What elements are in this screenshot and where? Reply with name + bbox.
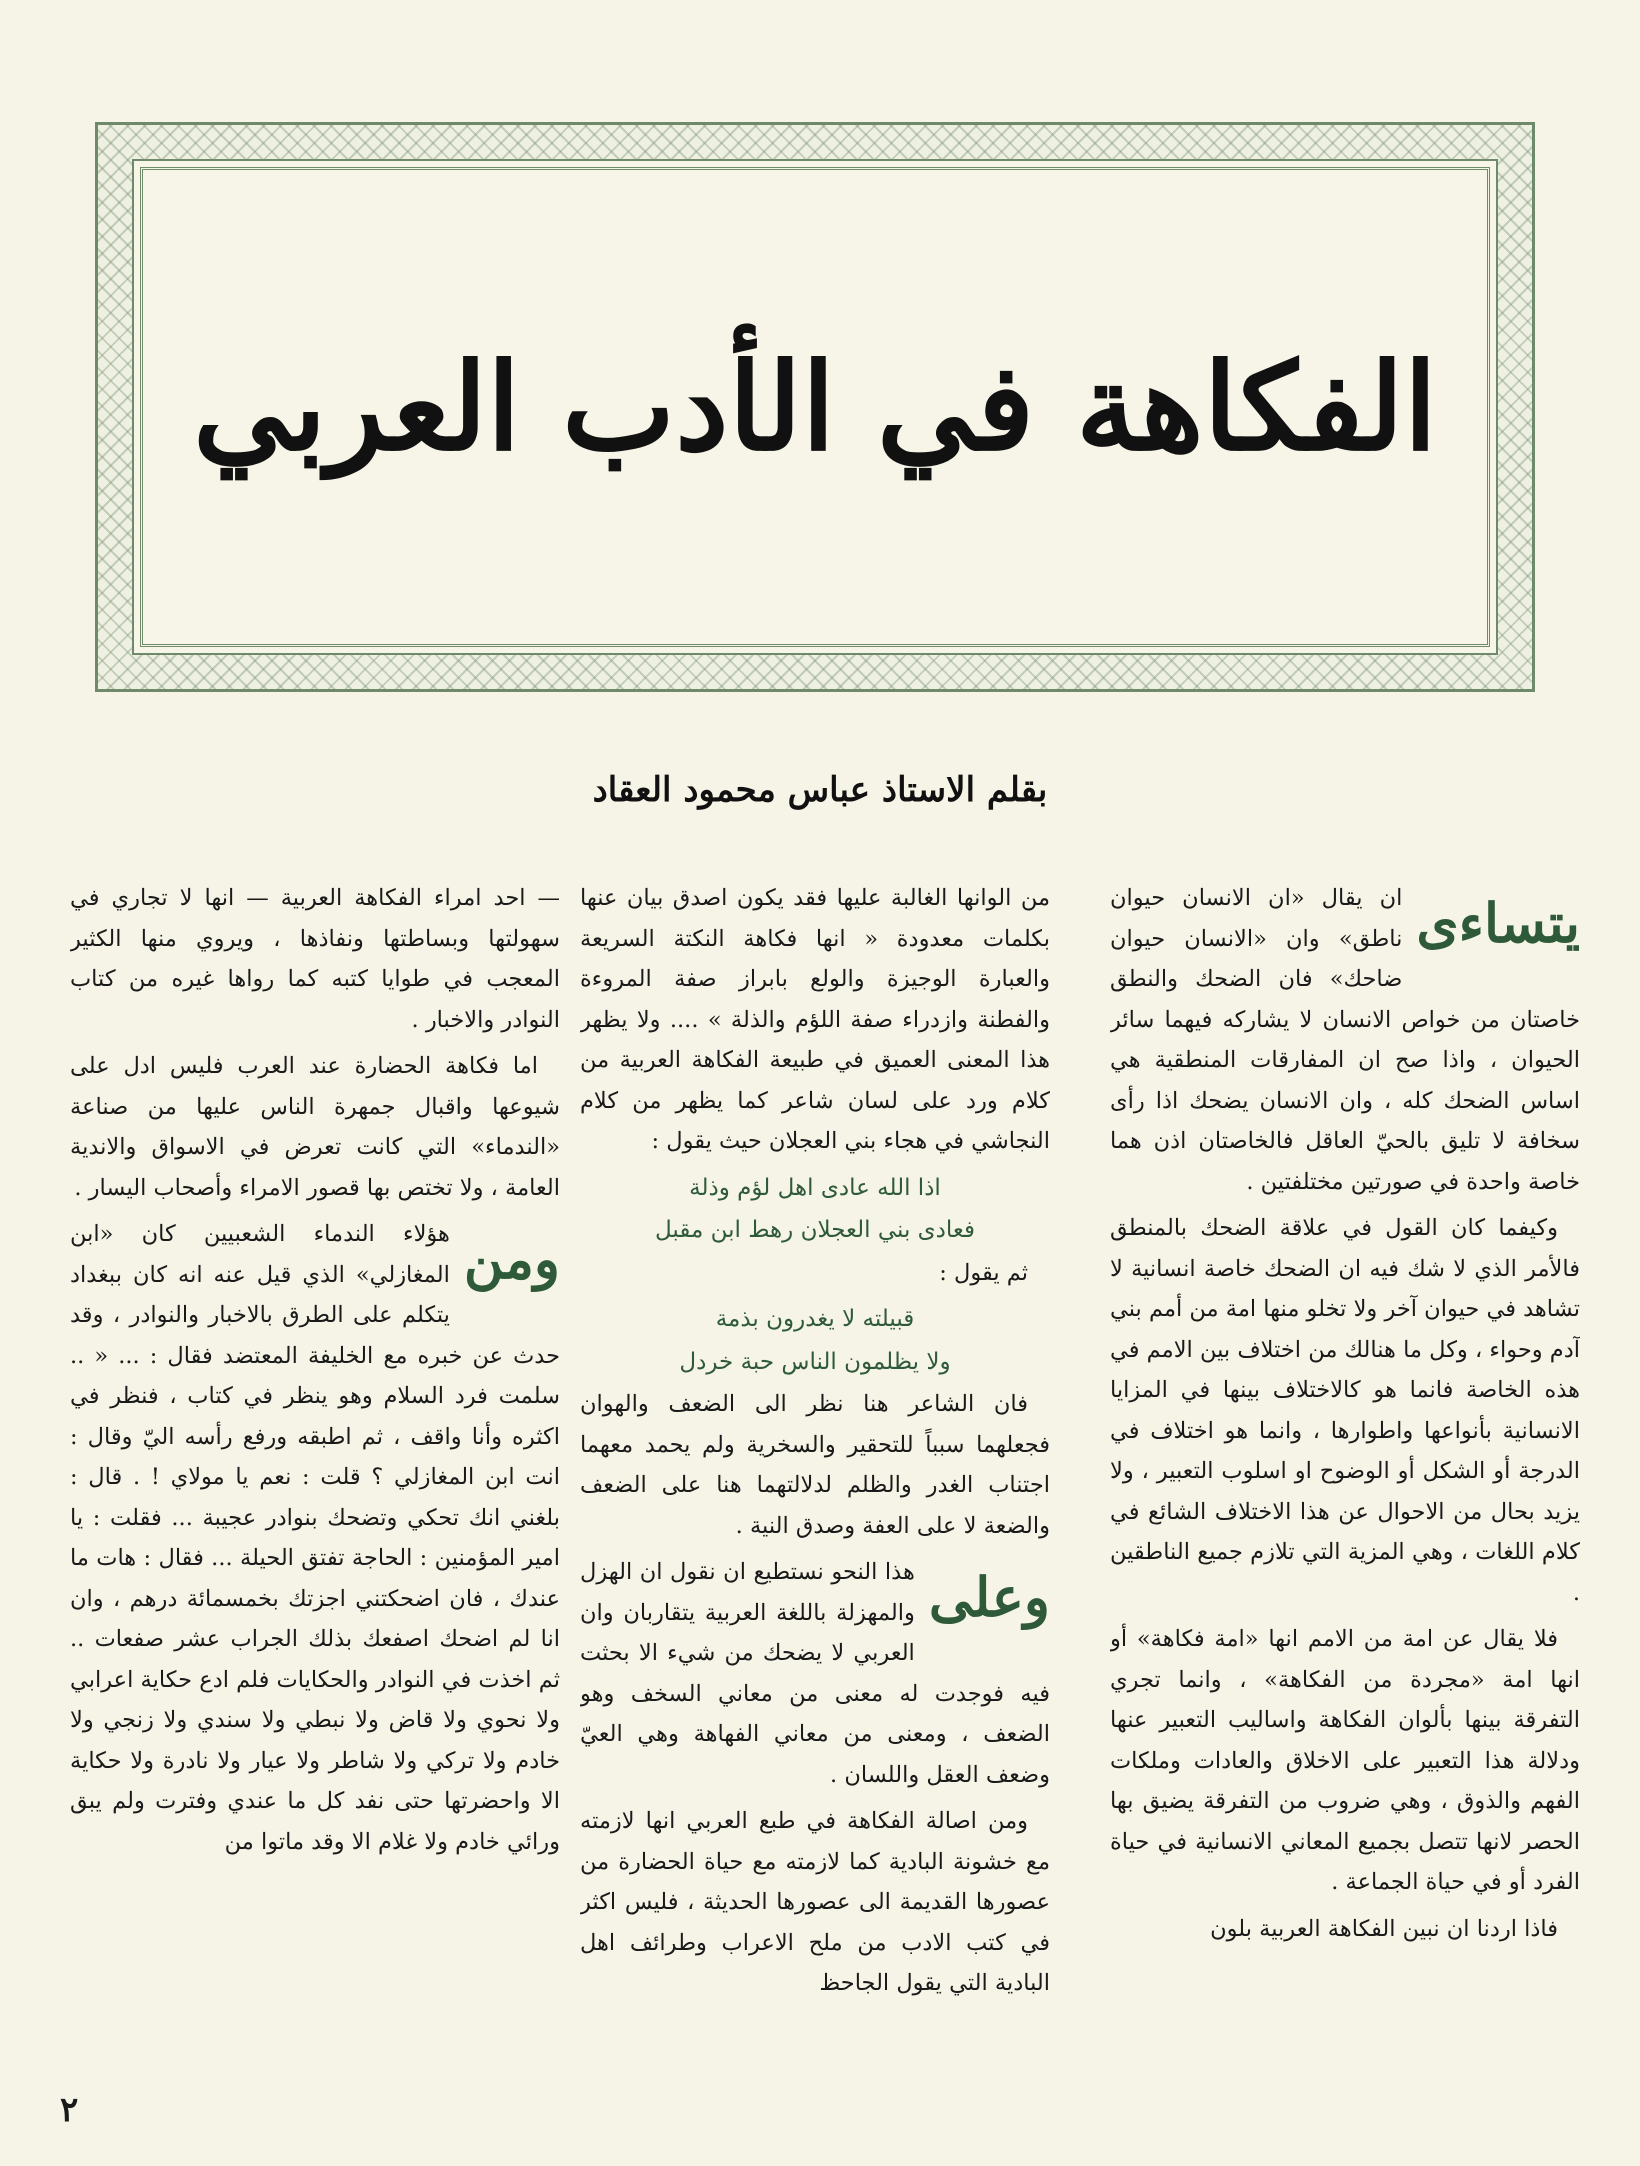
drop-word: يتساءى: [1416, 891, 1580, 955]
column-right: [1110, 878, 1580, 2018]
page-title: الفكاهة في الأدب العربي: [192, 336, 1438, 478]
paragraph: هذا النحو نستطيع ان نقول ان الهزل والمهزلة باللغة العربية يتقاربان وان العربي لا يضحك من شيء الا بحثت فيه فوجدت له معنى من معاني السخف وهو الضعف ، ومعنى من معاني الفهاهة وهي العيّ وضعف العقل واللسان .: [580, 1559, 1050, 1788]
paragraph: من الوانها الغالبة عليها فقد يكون اصدق بيان عنها بكلمات معدودة « انها فكاهة النكتة السريعة والعبارة الوجيزة والولع بابراز صفة المروءة والفطنة وازدراء صفة اللؤم والذلة » .... ولا يظهر هذا المعنى العميق في طبيعة الفكاهة العربية من كلام ورد على لسان شاعر كما يظهر من كلام النجاشي في هجاء بني العجلان حيث يقول :: [580, 885, 1050, 1154]
column-left: [70, 878, 560, 2018]
paragraph: اما فكاهة الحضارة عند العرب فليس ادل على شيوعها واقبال جمهرة الناس عليها من صناعة «الندماء» التي كانت تعرض في الاسواق والاندية العامة ، ولا تختص بها قصور الامراء وأصحاب اليسار .: [70, 1053, 560, 1201]
verse-line: ولا يظلمون الناس حبة خردل: [679, 1348, 951, 1375]
paragraph: — احد امراء الفكاهة العربية — انها لا تجاري في سهولتها وبساطتها ونفاذها ، ويروي منها الكثير المعجب في طوايا كتبه كما رواها غيره من كتاب النوادر والاخبار .: [70, 885, 560, 1033]
column-middle: [580, 878, 1050, 2018]
drop-word: ومن: [463, 1227, 560, 1291]
verse-line: اذا الله عادى اهل لؤم وذلة: [689, 1174, 941, 1201]
title-panel: [140, 167, 1490, 647]
page-number: ٢: [60, 2090, 79, 2130]
byline: بقلم الاستاذ عباس محمود العقاد: [592, 770, 1048, 810]
paragraph: ان يقال «ان الانسان حيوان ناطق» وان «الانسان حيوان ضاحك» فان الضحك والنطق خاصتان من خواص الانسان لا يشاركه فيهما سائر الحيوان ، واذا صح ان المفارقات المنطقية هي اساس الضحك كله ، وان الانسان يضحك اذا رأى سخافة لا تليق بالحيّ العاقل فالخاصتان اذن هما خاصة واحدة في صورتين مختلفتين .: [1110, 885, 1580, 1195]
paragraph: وكيفما كان القول في علاقة الضحك بالمنطق فالأمر الذي لا شك فيه ان الضحك خاصة انسانية لا تشاهد في حيوان آخر ولا تخلو منها امة من أمم بني آدم وحواء ، وكل ما هنالك من اختلاف بين الامم في هذه الخاصة فانما هو كالاختلاف بينها في المزايا الانسانية بأنواعها واطوارها ، وانما هو اختلاف في الدرجة أو الشكل أو الوضوح او اسلوب التعبير ، ولا يزيد بحال من الاحوال عن هذا الاختلاف الشائع في كلام اللغات ، وهي المزية التي تلازم جميع الناطقين .: [1110, 1215, 1580, 1606]
verse-line: فعادى بني العجلان رهط ابن مقبل: [654, 1217, 976, 1243]
drop-word: وعلى: [928, 1565, 1050, 1629]
paragraph: ومن اصالة الفكاهة في طبع العربي انها لازمته مع خشونة البادية كما لازمته مع حياة الحضارة من عصورها القديمة الى عصورها الحديثة ، فليس اكثر في كتب الادب من ملح الاعراب وطرائف اهل البادية التي يقول الجاحظ: [580, 1808, 1050, 1996]
verse-line: قبيلته لا يغدرون بذمة: [715, 1306, 915, 1332]
paragraph: فاذا اردنا ان نبين الفكاهة العربية بلون: [1210, 1915, 1558, 1942]
title-frame: [95, 122, 1535, 692]
paragraph: فلا يقال عن امة من الامم انها «امة فكاهة» أو انها امة «مجردة من الفكاهة» ، وانما تجري التفرقة بينها بألوان الفكاهة واساليب التعبير عنها ودلالة هذا التعبير على الاخلاق والعادات وملكات الفهم والذوق ، وهي ضروب من التفرقة يضيق بها الحصر لانها تتصل بجميع المعاني الانسانية في حياة الفرد أو في حياة الجماعة .: [1110, 1626, 1580, 1895]
paragraph: هؤلاء الندماء الشعبيين كان «ابن المغازلي» الذي قيل عنه انه كان ببغداد يتكلم على الطرق بالاخبار والنوادر ، وقد حدث عن خبره مع الخليفة المعتضد فقال : ... « .. سلمت فرد السلام وهو ينظر في كتاب ، فنظر في اكثره وأنا واقف ، ثم اطبقه ورفع رأسه اليّ وقال : انت ابن المغازلي ؟ قلت : نعم يا مولاي ! . قال : بلغني انك تحكي وتضحك بنوادر عجيبة ... فقلت : يا امير المؤمنين : الحاجة تفتق الحيلة ... فقال : هات ما عندك ، فان اضحكتني اجزتك بخمسمائة درهم ، وان انا لم اضحك اصفعك بذلك الجراب عشر صفعات .. ثم اخذت في النوادر والحكايات فلم ادع حكاية اعرابي ولا نحوي ولا قاض ولا نبطي ولا سندي ولا زنجي ولا خادم ولا تركي ولا شاطر ولا عيار ولا نادرة ولا حكاية الا واحضرتها حتى نفد كل ما عندي وفترت ولم يبق ورائي خادم ولا غلام الا وقد ماتوا من: [70, 1221, 560, 1855]
paragraph: ثم يقول :: [939, 1259, 1028, 1286]
paragraph: فان الشاعر هنا نظر الى الضعف والهوان فجعلهما سبباً للتحقير والسخرية ولم يحمد معهما اجتناب الغدر والظلم لدلالتهما هنا على الضعف والضعة لا على العفة وصدق النية .: [580, 1391, 1050, 1539]
